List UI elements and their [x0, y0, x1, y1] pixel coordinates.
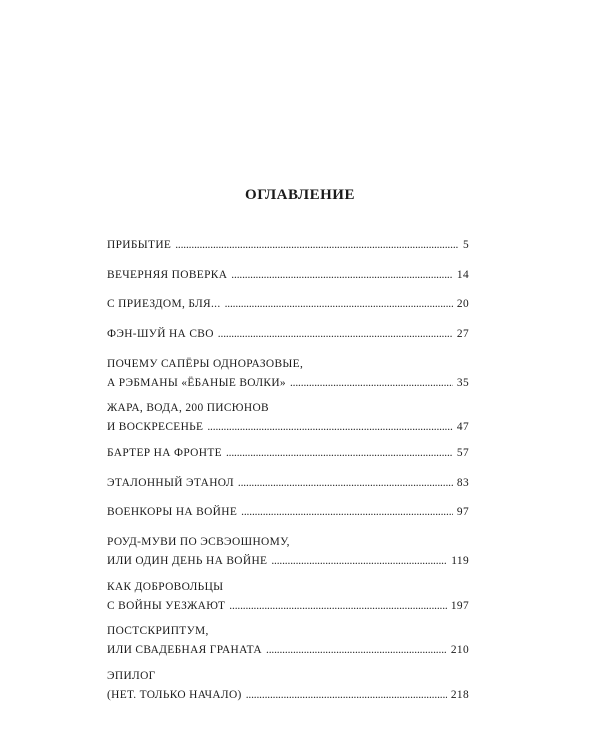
- toc-entry-title: ВЕЧЕРНЯЯ ПОВЕРКА: [107, 268, 228, 281]
- toc-entry: [107, 266, 469, 285]
- toc-entry: [107, 578, 469, 616]
- toc-entry-line: [107, 552, 469, 571]
- toc-entry: [107, 236, 469, 255]
- toc-entry-title: РОУД-МУВИ ПО ЭСВЭОШНОМУ,: [107, 536, 290, 548]
- toc-entry-title: ВОЕНКОРЫ НА ВОЙНЕ: [107, 506, 238, 519]
- toc-entry-line: [107, 686, 469, 705]
- dot-leader: [207, 418, 453, 437]
- toc-entry-title: ЖАРА, ВОДА, 200 ПИСЮНОВ: [107, 402, 269, 415]
- toc-entry: [107, 667, 469, 705]
- toc-page-number: 197: [450, 599, 469, 612]
- toc-page-number: 14: [456, 268, 469, 281]
- toc-entry-title: С ПРИЕЗДОМ, БЛЯ...: [107, 298, 221, 311]
- toc-entry: [107, 533, 469, 571]
- toc-page-number: 47: [456, 421, 469, 434]
- toc-page-number: 57: [456, 446, 469, 459]
- toc-page-number: 97: [456, 506, 469, 519]
- dot-leader: [231, 266, 453, 285]
- toc-entry-line: [107, 578, 469, 597]
- toc-entry-title: ИЛИ ОДИН ДЕНЬ НА ВОЙНЕ: [107, 555, 268, 567]
- toc-page-number: 210: [450, 644, 469, 657]
- dot-leader: [229, 597, 447, 616]
- toc-entry-title: А РЭБМАНЫ «ЁБАНЫЕ ВОЛКИ»: [107, 376, 286, 389]
- dot-leader: [225, 295, 453, 314]
- toc-entry-line: [107, 533, 469, 552]
- toc-entry: [107, 444, 469, 463]
- toc-page-number: 5: [462, 239, 469, 251]
- toc-entry: [107, 295, 469, 314]
- toc-entry-title: КАК ДОБРОВОЛЬЦЫ: [107, 580, 224, 593]
- toc-entry-line: [107, 399, 469, 418]
- toc-entry-title: ПРИБЫТИЕ: [107, 239, 172, 251]
- dot-leader: [246, 686, 447, 705]
- toc-entry-line: [107, 295, 469, 314]
- toc-entry: [107, 622, 469, 660]
- toc-entry-line: [107, 266, 469, 285]
- toc-entry-title: (НЕТ. ТОЛЬКО НАЧАЛО): [107, 688, 242, 701]
- toc-entry-line: [107, 355, 469, 374]
- toc-page-number: 35: [456, 376, 469, 389]
- toc-entry: [107, 399, 469, 437]
- toc-entry: [107, 355, 469, 393]
- toc-entry-title: ЭПИЛОГ: [107, 669, 156, 682]
- toc-entry-line: [107, 641, 469, 660]
- dot-leader: [175, 236, 459, 255]
- dot-leader: [226, 444, 453, 463]
- toc-entry-title: ФЭН-ШУЙ НА СВО: [107, 328, 214, 341]
- toc-entry-title: БАРТЕР НА ФРОНТЕ: [107, 446, 222, 459]
- dot-leader: [241, 503, 453, 522]
- toc-entry-line: [107, 418, 469, 437]
- toc-entry: [107, 474, 469, 493]
- toc-entry-line: [107, 667, 469, 686]
- toc-entry-line: [107, 236, 469, 255]
- dot-leader: [271, 552, 447, 571]
- dot-leader: [218, 325, 453, 344]
- toc-page-number: 119: [451, 555, 469, 567]
- toc-entry-line: [107, 597, 469, 616]
- toc-entry: [107, 503, 469, 522]
- toc-page-number: 27: [456, 328, 469, 341]
- table-of-contents: [107, 236, 469, 705]
- toc-entry-line: [107, 474, 469, 493]
- toc-entry-line: [107, 374, 469, 393]
- toc-entry-title: ПОЧЕМУ САПЁРЫ ОДНОРАЗОВЫЕ,: [107, 357, 304, 370]
- toc-entry-title: И ВОСКРЕСЕНЬЕ: [107, 421, 204, 434]
- toc-page-number: 218: [450, 688, 469, 701]
- toc-entry-line: [107, 444, 469, 463]
- toc-entry-line: [107, 503, 469, 522]
- page-title: ОГЛАВЛЕНИЕ: [245, 187, 355, 203]
- dot-leader: [290, 374, 453, 393]
- toc-entry-title: ПОСТСКРИПТУМ,: [107, 625, 209, 638]
- toc-entry-title: С ВОЙНЫ УЕЗЖАЮТ: [107, 599, 226, 612]
- toc-entry-title: ЭТАЛОННЫЙ ЭТАНОЛ: [107, 476, 234, 489]
- toc-page-number: 83: [456, 476, 469, 489]
- dot-leader: [238, 474, 453, 493]
- toc-entry: [107, 325, 469, 344]
- toc-entry-line: [107, 622, 469, 641]
- toc-page-number: 20: [456, 298, 469, 311]
- toc-entry-title: ИЛИ СВАДЕБНАЯ ГРАНАТА: [107, 644, 262, 657]
- toc-entry-line: [107, 325, 469, 344]
- dot-leader: [266, 641, 447, 660]
